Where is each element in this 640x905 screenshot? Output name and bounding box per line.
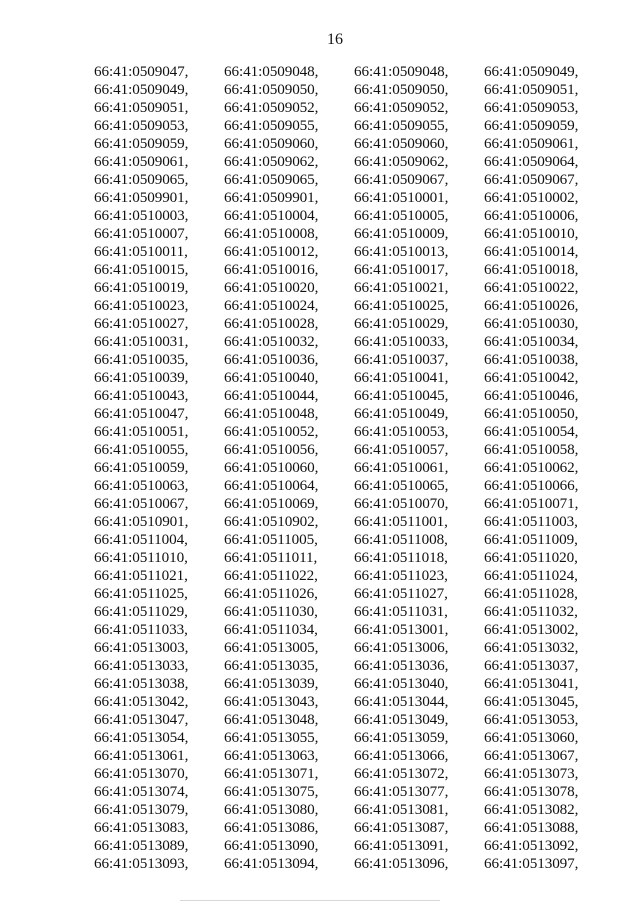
cadastral-number: 66:41:0510005, [354,207,449,224]
cadastral-number: 66:41:0509901, [224,189,319,206]
cadastral-number: 66:41:0510030, [484,315,579,332]
cadastral-number: 66:41:0513073, [484,765,579,782]
list-row [94,819,594,837]
cadastral-number: 66:41:0513074, [94,783,189,800]
list-row [94,405,594,423]
cadastral-number: 66:41:0511001, [354,513,448,530]
cadastral-number: 66:41:0510056, [224,441,319,458]
cadastral-number: 66:41:0513075, [224,783,319,800]
cadastral-number: 66:41:0513088, [484,819,579,836]
list-row [94,657,594,675]
cadastral-number: 66:41:0511030, [224,603,318,620]
cadastral-number: 66:41:0513053, [484,711,579,728]
cadastral-number: 66:41:0513096, [354,855,449,872]
cadastral-number: 66:41:0509065, [94,171,189,188]
cadastral-number: 66:41:0513043, [224,693,319,710]
cadastral-number: 66:41:0513033, [94,657,189,674]
cadastral-number: 66:41:0510042, [484,369,579,386]
cadastral-number: 66:41:0513039, [224,675,319,692]
cadastral-number: 66:41:0510012, [224,243,319,260]
list-row [94,351,594,369]
cadastral-number: 66:41:0510040, [224,369,319,386]
cadastral-number: 66:41:0510035, [94,351,189,368]
cadastral-number: 66:41:0513093, [94,855,189,872]
list-row [94,135,594,153]
cadastral-number: 66:41:0513086, [224,819,319,836]
cadastral-number: 66:41:0513003, [94,639,189,656]
list-row [94,675,594,693]
cadastral-number: 66:41:0513032, [484,639,579,656]
list-row [94,765,594,783]
list-row [94,783,594,801]
list-row [94,423,594,441]
cadastral-number: 66:41:0513078, [484,783,579,800]
cadastral-number: 66:41:0510019, [94,279,189,296]
cadastral-number: 66:41:0510036, [224,351,319,368]
cadastral-number: 66:41:0510017, [354,261,449,278]
cadastral-number: 66:41:0509061, [484,135,579,152]
cadastral-number: 66:41:0510052, [224,423,319,440]
list-row [94,279,594,297]
list-row [94,729,594,747]
cadastral-number: 66:41:0509062, [354,153,449,170]
cadastral-number: 66:41:0510044, [224,387,319,404]
cadastral-number: 66:41:0510004, [224,207,319,224]
cadastral-number: 66:41:0511024, [484,567,578,584]
cadastral-number: 66:41:0513049, [354,711,449,728]
cadastral-number: 66:41:0511003, [484,513,578,530]
list-row [94,225,594,243]
cadastral-number: 66:41:0510003, [94,207,189,224]
list-row [94,189,594,207]
cadastral-number: 66:41:0510007, [94,225,189,242]
cadastral-number: 66:41:0510049, [354,405,449,422]
cadastral-number: 66:41:0513067, [484,747,579,764]
cadastral-number: 66:41:0511021, [94,567,188,584]
cadastral-number: 66:41:0511009, [484,531,578,548]
cadastral-number: 66:41:0513041, [484,675,579,692]
cadastral-number: 66:41:0511034, [224,621,318,638]
list-row [94,585,594,603]
cadastral-number: 66:41:0509060, [224,135,319,152]
cadastral-number: 66:41:0511005, [224,531,318,548]
cadastral-number: 66:41:0510067, [94,495,189,512]
list-row [94,261,594,279]
cadastral-number: 66:41:0511022, [224,567,318,584]
cadastral-number: 66:41:0513091, [354,837,449,854]
cadastral-number: 66:41:0510011, [94,243,188,260]
cadastral-number: 66:41:0509059, [484,117,579,134]
list-row [94,99,594,117]
cadastral-number: 66:41:0511025, [94,585,188,602]
list-row [94,513,594,531]
list-row [94,63,594,81]
cadastral-number: 66:41:0509050, [354,81,449,98]
cadastral-number: 66:41:0509060, [354,135,449,152]
cadastral-number: 66:41:0513079, [94,801,189,818]
cadastral-number: 66:41:0510028, [224,315,319,332]
cadastral-number: 66:41:0513083, [94,819,189,836]
cadastral-number: 66:41:0510038, [484,351,579,368]
cadastral-number: 66:41:0511028, [484,585,578,602]
cadastral-number: 66:41:0509061, [94,153,189,170]
cadastral-number: 66:41:0510002, [484,189,579,206]
cadastral-number: 66:41:0511023, [354,567,448,584]
list-row [94,333,594,351]
cadastral-number: 66:41:0510055, [94,441,189,458]
cadastral-number: 66:41:0510048, [224,405,319,422]
cadastral-number: 66:41:0509047, [94,63,189,80]
cadastral-number: 66:41:0511004, [94,531,188,548]
cadastral-number: 66:41:0510037, [354,351,449,368]
cadastral-number: 66:41:0510057, [354,441,449,458]
cadastral-number: 66:41:0510029, [354,315,449,332]
list-row [94,81,594,99]
cadastral-number: 66:41:0509052, [354,99,449,116]
list-row [94,243,594,261]
cadastral-number: 66:41:0510066, [484,477,579,494]
cadastral-number: 66:41:0513080, [224,801,319,818]
list-row [94,297,594,315]
cadastral-number: 66:41:0513048, [224,711,319,728]
list-row [94,171,594,189]
cadastral-number: 66:41:0509065, [224,171,319,188]
cadastral-number: 66:41:0510022, [484,279,579,296]
cadastral-number: 66:41:0510901, [94,513,189,530]
cadastral-number: 66:41:0513097, [484,855,579,872]
cadastral-number: 66:41:0510018, [484,261,579,278]
cadastral-number: 66:41:0510006, [484,207,579,224]
cadastral-number: 66:41:0510014, [484,243,579,260]
cadastral-number: 66:41:0510008, [224,225,319,242]
cadastral-number: 66:41:0510016, [224,261,319,278]
cadastral-number: 66:41:0509059, [94,135,189,152]
cadastral-number: 66:41:0509055, [224,117,319,134]
list-row [94,477,594,495]
cadastral-number: 66:41:0513002, [484,621,579,638]
cadastral-number: 66:41:0510061, [354,459,449,476]
cadastral-number: 66:41:0513005, [224,639,319,656]
cadastral-number: 66:41:0510045, [354,387,449,404]
cadastral-number: 66:41:0513060, [484,729,579,746]
cadastral-number: 66:41:0510062, [484,459,579,476]
cadastral-number: 66:41:0509064, [484,153,579,170]
cadastral-number: 66:41:0513087, [354,819,449,836]
cadastral-number: 66:41:0510027, [94,315,189,332]
cadastral-number: 66:41:0513055, [224,729,319,746]
cadastral-number: 66:41:0510024, [224,297,319,314]
page-edge-line [180,900,440,901]
cadastral-number: 66:41:0510021, [354,279,449,296]
cadastral-number: 66:41:0510054, [484,423,579,440]
cadastral-number: 66:41:0513054, [94,729,189,746]
list-row [94,117,594,135]
list-row [94,459,594,477]
cadastral-number: 66:41:0510050, [484,405,579,422]
list-row [94,387,594,405]
cadastral-number-list [94,63,594,873]
cadastral-number: 66:41:0510053, [354,423,449,440]
cadastral-number: 66:41:0509901, [94,189,189,206]
cadastral-number: 66:41:0513038, [94,675,189,692]
cadastral-number: 66:41:0511029, [94,603,188,620]
cadastral-number: 66:41:0513072, [354,765,449,782]
cadastral-number: 66:41:0511018, [354,549,448,566]
cadastral-number: 66:41:0513047, [94,711,189,728]
cadastral-number: 66:41:0513090, [224,837,319,854]
list-row [94,837,594,855]
cadastral-number: 66:41:0510069, [224,495,319,512]
cadastral-number: 66:41:0509067, [484,171,579,188]
list-row [94,369,594,387]
cadastral-number: 66:41:0511032, [484,603,578,620]
cadastral-number: 66:41:0510025, [354,297,449,314]
cadastral-number: 66:41:0513006, [354,639,449,656]
list-row [94,567,594,585]
cadastral-number: 66:41:0509053, [484,99,579,116]
cadastral-number: 66:41:0510032, [224,333,319,350]
list-row [94,495,594,513]
cadastral-number: 66:41:0511010, [94,549,188,566]
cadastral-number: 66:41:0510046, [484,387,579,404]
cadastral-number: 66:41:0513035, [224,657,319,674]
cadastral-number: 66:41:0509067, [354,171,449,188]
list-row [94,207,594,225]
cadastral-number: 66:41:0513059, [354,729,449,746]
cadastral-number: 66:41:0510070, [354,495,449,512]
cadastral-number: 66:41:0513061, [94,747,189,764]
cadastral-number: 66:41:0510071, [484,495,579,512]
list-row [94,801,594,819]
cadastral-number: 66:41:0510001, [354,189,449,206]
cadastral-number: 66:41:0509050, [224,81,319,98]
list-row [94,639,594,657]
cadastral-number: 66:41:0509049, [484,63,579,80]
cadastral-number: 66:41:0511027, [354,585,448,602]
cadastral-number: 66:41:0509053, [94,117,189,134]
cadastral-number: 66:41:0510039, [94,369,189,386]
cadastral-number: 66:41:0509048, [354,63,449,80]
cadastral-number: 66:41:0510009, [354,225,449,242]
cadastral-number: 66:41:0513094, [224,855,319,872]
cadastral-number: 66:41:0510065, [354,477,449,494]
cadastral-number: 66:41:0513045, [484,693,579,710]
list-row [94,153,594,171]
cadastral-number: 66:41:0513036, [354,657,449,674]
list-row [94,441,594,459]
cadastral-number: 66:41:0509051, [484,81,579,98]
cadastral-number: 66:41:0509062, [224,153,319,170]
cadastral-number: 66:41:0513082, [484,801,579,818]
list-row [94,855,594,873]
list-row [94,693,594,711]
cadastral-number: 66:41:0513040, [354,675,449,692]
cadastral-number: 66:41:0510031, [94,333,189,350]
cadastral-number: 66:41:0511011, [224,549,318,566]
cadastral-number: 66:41:0509055, [354,117,449,134]
list-row [94,603,594,621]
cadastral-number: 66:41:0511026, [224,585,318,602]
cadastral-number: 66:41:0510020, [224,279,319,296]
list-row [94,621,594,639]
list-row [94,711,594,729]
cadastral-number: 66:41:0510026, [484,297,579,314]
cadastral-number: 66:41:0513081, [354,801,449,818]
list-row [94,549,594,567]
list-row [94,315,594,333]
cadastral-number: 66:41:0511033, [94,621,188,638]
cadastral-number: 66:41:0511031, [354,603,448,620]
page-number: 16 [327,31,343,48]
cadastral-number: 66:41:0510060, [224,459,319,476]
cadastral-number: 66:41:0510043, [94,387,189,404]
cadastral-number: 66:41:0513092, [484,837,579,854]
list-row [94,531,594,549]
cadastral-number: 66:41:0510023, [94,297,189,314]
cadastral-number: 66:41:0513001, [354,621,449,638]
cadastral-number: 66:41:0510058, [484,441,579,458]
cadastral-number: 66:41:0513077, [354,783,449,800]
cadastral-number: 66:41:0510041, [354,369,449,386]
cadastral-number: 66:41:0509049, [94,81,189,98]
cadastral-number: 66:41:0509051, [94,99,189,116]
cadastral-number: 66:41:0510034, [484,333,579,350]
cadastral-number: 66:41:0511020, [484,549,578,566]
list-row [94,747,594,765]
cadastral-number: 66:41:0513044, [354,693,449,710]
cadastral-number: 66:41:0513042, [94,693,189,710]
cadastral-number: 66:41:0509048, [224,63,319,80]
cadastral-number: 66:41:0513037, [484,657,579,674]
cadastral-number: 66:41:0513070, [94,765,189,782]
cadastral-number: 66:41:0513089, [94,837,189,854]
cadastral-number: 66:41:0510015, [94,261,189,278]
cadastral-number: 66:41:0513063, [224,747,319,764]
cadastral-number: 66:41:0513066, [354,747,449,764]
cadastral-number: 66:41:0510033, [354,333,449,350]
cadastral-number: 66:41:0510063, [94,477,189,494]
cadastral-number: 66:41:0510059, [94,459,189,476]
cadastral-number: 66:41:0510047, [94,405,189,422]
cadastral-number: 66:41:0509052, [224,99,319,116]
cadastral-number: 66:41:0510902, [224,513,319,530]
cadastral-number: 66:41:0510013, [354,243,449,260]
cadastral-number: 66:41:0513071, [224,765,319,782]
cadastral-number: 66:41:0510010, [484,225,579,242]
cadastral-number: 66:41:0510051, [94,423,189,440]
cadastral-number: 66:41:0511008, [354,531,448,548]
cadastral-number: 66:41:0510064, [224,477,319,494]
